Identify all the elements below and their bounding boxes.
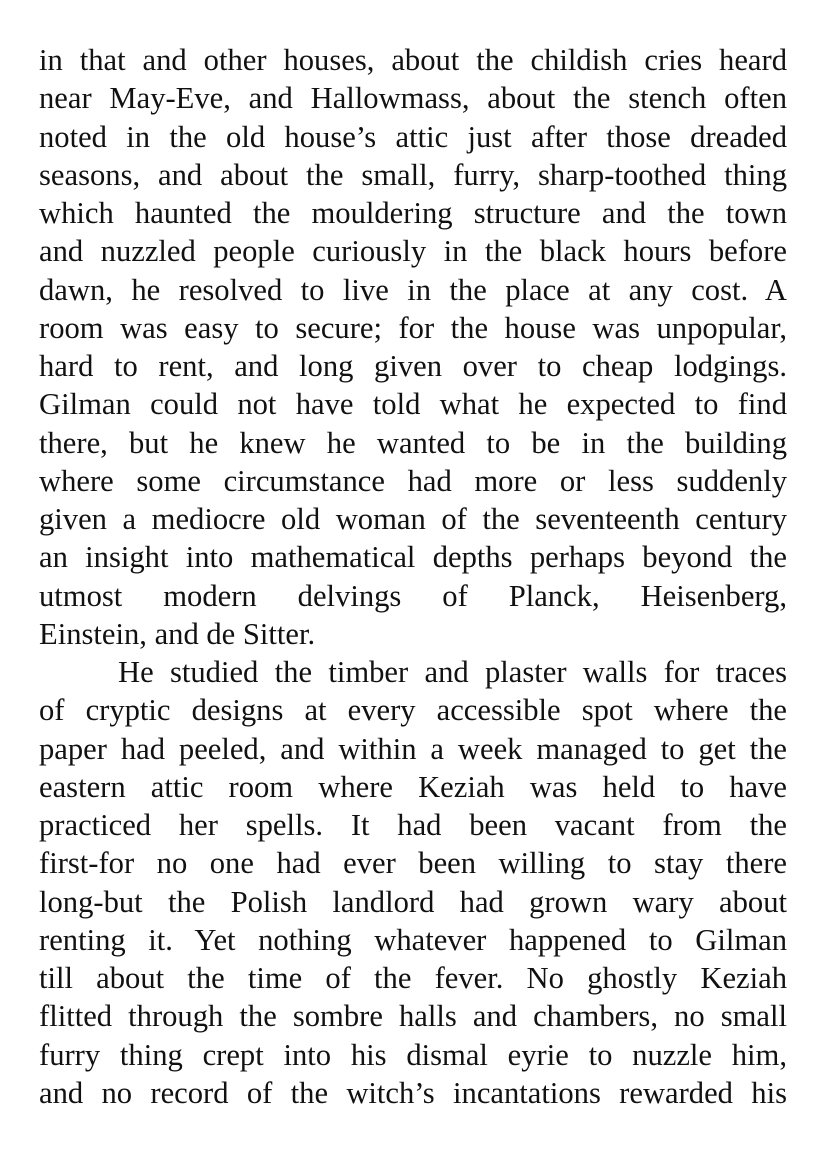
text-line: there, but he knew he wanted to be in the building (39, 425, 787, 460)
text-line: utmost modern delvings of Planck, Heisenberg, (39, 578, 787, 613)
text-line: room was easy to secure; for the house was unpopular, (39, 310, 787, 345)
text-line: paper had peeled, and within a week managed to get the (39, 731, 787, 766)
text-line: first-for no one had ever been willing to stay there (39, 846, 787, 881)
text-line: long-but the Polish landlord had grown wary about (39, 884, 787, 919)
text-line: He studied the timber and plaster walls for traces (118, 655, 787, 689)
text-line: which haunted the mouldering structure and the town (39, 196, 787, 230)
text-line: in that and other houses, about the childish cries heard (39, 43, 787, 77)
text-line: an insight into mathematical depths perhaps beyond the (39, 540, 787, 575)
text-line: eastern attic room where Keziah was held to have (39, 769, 787, 804)
text-line: where some circumstance had more or less suddenly (39, 463, 787, 498)
text-line: of cryptic designs at every accessible spot where the (39, 693, 787, 728)
text-line: hard to rent, and long given over to cheap lodgings. (39, 349, 787, 383)
text-line: near May-Eve, and Hallowmass, about the stench often (39, 81, 787, 116)
text-line: flitted through the sombre halls and chambers, no small (39, 999, 787, 1034)
text-line: practiced her spells. It had been vacant from the (39, 808, 787, 842)
text-line: dawn, he resolved to live in the place at any cost. A (39, 272, 787, 307)
text-line: renting it. Yet nothing whatever happened to Gilman (39, 922, 787, 957)
text-line: noted in the old house’s attic just after those dreaded (39, 119, 787, 154)
text-line: seasons, and about the small, furry, sharp-toothed thing (39, 157, 787, 192)
paragraph-1 (39, 41, 787, 653)
text-line: given a mediocre old woman of the seventeenth century (39, 502, 787, 536)
text-line: till about the time of the fever. No ghostly Keziah (39, 961, 787, 995)
text-line: and nuzzled people curiously in the black hours before (39, 234, 787, 269)
text-line: and no record of the witch’s incantations rewarded his (39, 1075, 787, 1110)
text-line: Einstein, and de Sitter. (39, 616, 316, 651)
text-line: Gilman could not have told what he expected to find (39, 387, 787, 422)
paragraph-2 (39, 653, 787, 1112)
body-text (39, 41, 787, 1112)
text-line: furry thing crept into his dismal eyrie to nuzzle him, (39, 1037, 787, 1072)
